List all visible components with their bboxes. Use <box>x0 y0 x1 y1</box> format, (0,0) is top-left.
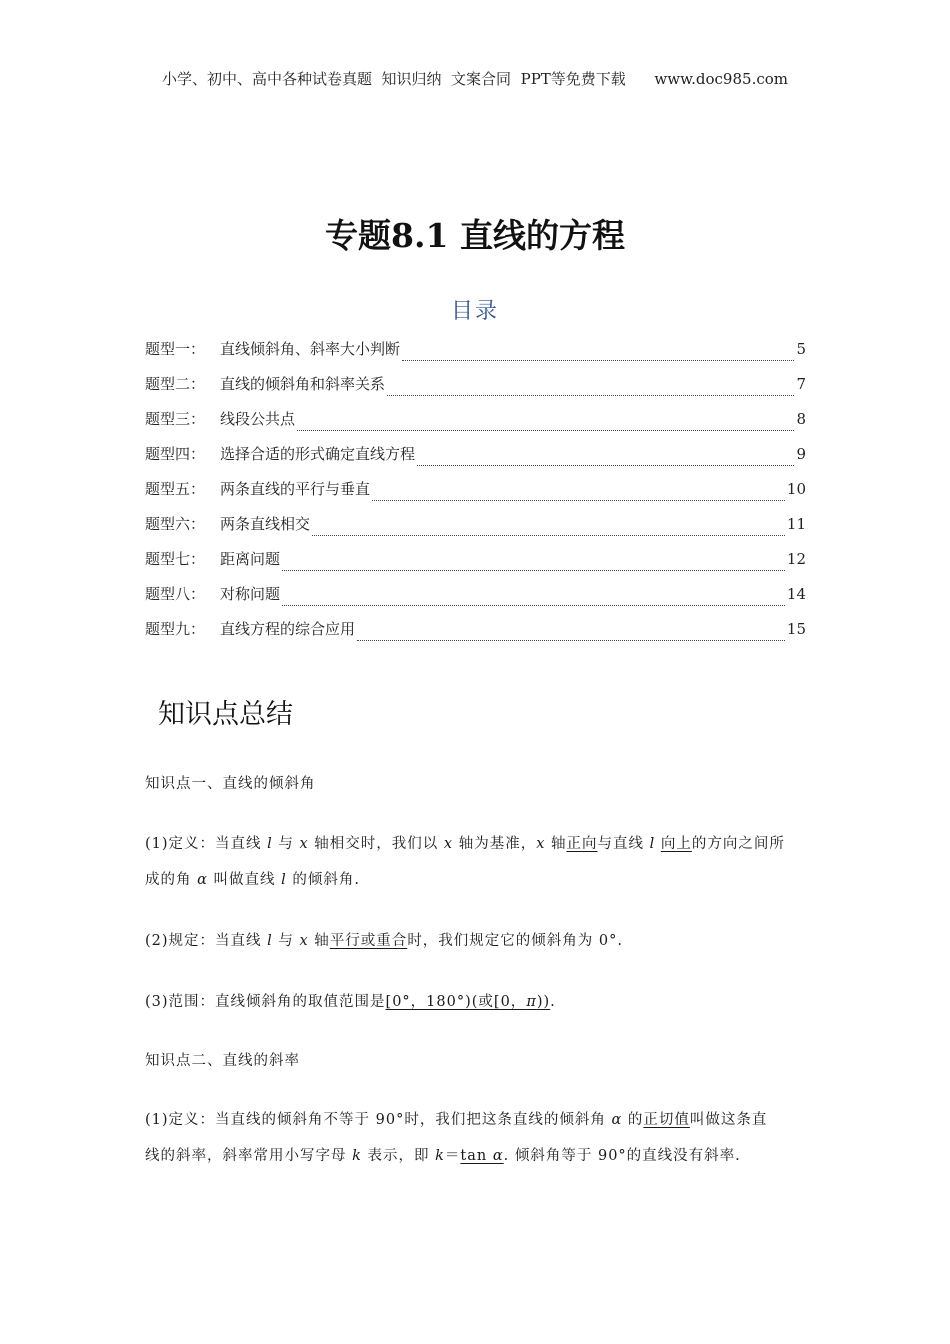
text-run: (2)规定：当直线 <box>145 933 268 949</box>
math-var: x <box>536 836 546 852</box>
math-var: α <box>611 1112 623 1128</box>
toc-item-page: 15 <box>786 620 806 638</box>
toc-item-page: 12 <box>786 550 806 568</box>
underlined-answer: 向上 <box>660 836 692 852</box>
math-var: l <box>267 836 273 852</box>
text-run: 的 <box>622 1112 644 1128</box>
text-run: (1)定义：当直线 <box>145 836 268 852</box>
text-run: tan <box>460 1148 493 1164</box>
toc-item[interactable] <box>145 618 806 653</box>
math-var: l <box>267 933 273 949</box>
toc-dot-leader <box>417 464 794 466</box>
toc-item-label: 题型一： <box>145 340 206 358</box>
toc-item[interactable] <box>145 373 806 408</box>
math-var: α <box>197 872 208 888</box>
underlined-answer: 正向 <box>566 836 598 852</box>
toc-item[interactable] <box>145 478 806 513</box>
toc-item-page: 5 <box>796 340 806 358</box>
text-run: 与直线 <box>597 836 650 852</box>
toc-dot-leader <box>282 604 785 606</box>
math-var: x <box>299 836 309 852</box>
toc-item-page: 8 <box>796 410 806 428</box>
text-run: 的方向之间所 <box>691 836 785 852</box>
math-var: α <box>492 1148 504 1164</box>
toc-item[interactable] <box>145 443 806 478</box>
toc-dot-leader <box>312 534 785 536</box>
text-run: . 倾斜角等于 90°的直线没有斜率. <box>503 1148 741 1164</box>
toc-item-label: 题型四： <box>145 445 206 463</box>
toc-item-text: 两条直线的平行与垂直 <box>220 480 371 498</box>
text-run: )) <box>536 994 551 1010</box>
toc-item-label: 题型五： <box>145 480 206 498</box>
text-run: 叫做这条直 <box>689 1112 768 1128</box>
text-run: 的倾斜角. <box>286 872 360 888</box>
toc-dot-leader <box>297 429 794 431</box>
toc-item-text: 两条直线相交 <box>220 515 311 533</box>
text-run: 与 <box>272 836 300 852</box>
kp1-title: 知识点一、直线的倾斜角 <box>145 776 316 792</box>
text-run: 线的斜率，斜率常用小写字母 <box>145 1148 353 1164</box>
toc-title: 目录 <box>450 299 499 324</box>
kp1-rule <box>145 923 811 959</box>
underlined-answer <box>386 994 551 1010</box>
kp1-definition <box>145 826 811 898</box>
toc-item-text: 对称问题 <box>220 585 281 603</box>
toc-dot-leader <box>372 499 785 501</box>
text-run: . <box>550 994 556 1010</box>
toc-dot-leader <box>357 639 785 641</box>
page-header: 小学、初中、高中各种试卷真题 知识归纳 文案合同 PPT等免费下载 www.doc985.com <box>161 70 788 88</box>
text-run: [0°，180°)(或[0， <box>385 994 527 1010</box>
toc-item-text: 距离问题 <box>220 550 281 568</box>
toc-item[interactable] <box>145 408 806 443</box>
toc-item-text: 直线倾斜角、斜率大小判断 <box>220 340 401 358</box>
kp2-definition <box>145 1102 811 1174</box>
text-run: 轴为基准， <box>453 836 537 852</box>
text-run: (3)范围：直线倾斜角的取值范围是 <box>145 994 386 1010</box>
toc-item-text: 直线方程的综合应用 <box>220 620 356 638</box>
toc-item-label: 题型八： <box>145 585 206 603</box>
toc-item-label: 题型七： <box>145 550 206 568</box>
kp2-title: 知识点二、直线的斜率 <box>145 1053 300 1069</box>
underlined-answer: 平行或重合 <box>329 933 408 949</box>
toc-item-label: 题型三： <box>145 410 206 428</box>
toc-item-label: 题型九： <box>145 620 206 638</box>
math-var: x <box>299 933 309 949</box>
text-run: 成的角 <box>145 872 198 888</box>
underlined-answer: 正切值 <box>643 1112 690 1128</box>
kp1-range <box>145 984 811 1020</box>
math-var: k <box>435 1148 445 1164</box>
toc-item-page: 7 <box>796 375 806 393</box>
toc-item-text: 直线的倾斜角和斜率关系 <box>220 375 386 393</box>
toc-dot-leader <box>387 394 794 396</box>
underlined-answer <box>460 1148 503 1164</box>
toc-item-page: 10 <box>786 480 806 498</box>
math-var: x <box>443 836 454 852</box>
toc-item[interactable] <box>145 338 806 373</box>
toc-item-text: 线段公共点 <box>220 410 296 428</box>
math-var: l <box>281 872 287 888</box>
text-run: (1)定义：当直线的倾斜角不等于 90°时，我们把这条直线的倾斜角 <box>145 1112 612 1128</box>
text-run: ＝ <box>444 1148 461 1164</box>
text-run: 叫做直线 <box>207 872 282 888</box>
toc-item-page: 14 <box>786 585 806 603</box>
toc-item-text: 选择合适的形式确定直线方程 <box>220 445 416 463</box>
document-title: 专题8.1 直线的方程 <box>325 216 625 255</box>
math-var: k <box>352 1148 362 1164</box>
toc-item-page: 9 <box>796 445 806 463</box>
text-run: 轴 <box>308 933 330 949</box>
toc-dot-leader <box>282 569 785 571</box>
section-heading: 知识点总结 <box>158 699 293 730</box>
text-run: 轴相交时，我们以 <box>308 836 444 852</box>
text-run: 时，我们规定它的倾斜角为 0°. <box>407 933 624 949</box>
toc-item[interactable] <box>145 513 806 548</box>
toc-item-label: 题型二： <box>145 375 206 393</box>
toc-item[interactable] <box>145 548 806 583</box>
toc-dot-leader <box>402 359 794 361</box>
math-var: π <box>526 994 537 1010</box>
toc-item[interactable] <box>145 583 806 618</box>
text-run: 表示，即 <box>361 1148 436 1164</box>
table-of-contents <box>145 338 806 653</box>
toc-item-label: 题型六： <box>145 515 206 533</box>
toc-item-page: 11 <box>786 515 806 533</box>
text-run: 轴 <box>545 836 567 852</box>
math-var: l <box>649 836 656 852</box>
text-run: 与 <box>272 933 300 949</box>
